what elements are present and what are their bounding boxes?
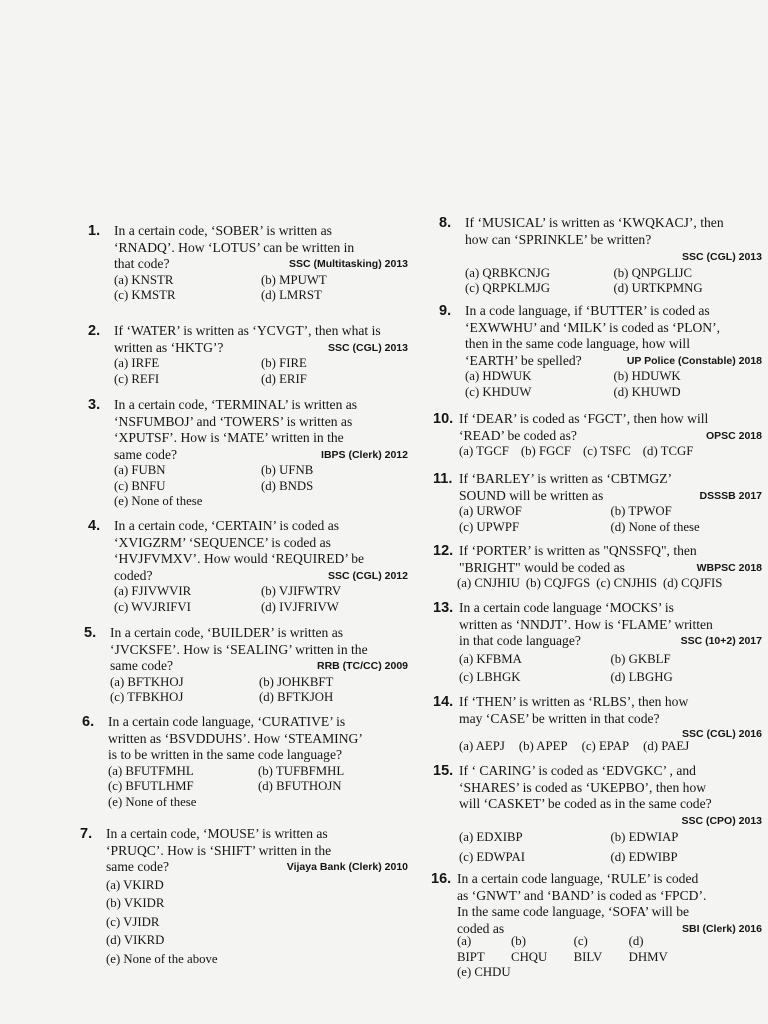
- exam-source: SSC (Multitasking) 2013: [288, 258, 408, 270]
- question-text: In a certain code, ‘MOUSE’ is written as: [106, 826, 328, 841]
- question-text: ‘XPUTSF’. How is ‘MATE’ written in the: [114, 430, 344, 445]
- options: [457, 934, 682, 965]
- question-number: 2.: [88, 323, 101, 339]
- option: (d) BFUTHOJN: [258, 779, 342, 793]
- option: (b) FIRE: [261, 356, 307, 370]
- question-text: ‘PRUQC’. How is ‘SHIFT’ written in the: [106, 842, 332, 858]
- question-text: ‘EXWWHU’ and ‘MILK’ is coded as ‘PLON’,: [465, 319, 721, 335]
- option: (d) KHUWD: [613, 384, 681, 399]
- question-text: ‘JVCKSFE’. How is ‘SEALING’ written in the: [110, 641, 368, 657]
- question-text: may ‘CASE’ be written in that code?: [459, 710, 660, 726]
- question-text: ‘READ’ be coded as?: [459, 427, 577, 443]
- question-text: ‘NSFUMBOJ’ and ‘TOWERS’ is written as: [114, 413, 353, 429]
- question-9: [439, 303, 762, 400]
- option: (a) VKIRD: [106, 877, 164, 892]
- question-number: 13.: [433, 600, 454, 616]
- question-text: In a code language, if ‘BUTTER’ is coded as: [465, 303, 710, 318]
- question-3: [88, 397, 408, 510]
- option: (b) UFNB: [261, 463, 314, 477]
- option: (c) QRPKLMJG: [465, 281, 550, 295]
- option: (c) KMSTR: [114, 288, 176, 302]
- exam-source: UP Police (Constable) 2018: [626, 354, 762, 367]
- exam-source: OPSC 2018: [705, 429, 762, 442]
- option: (d) LBGHG: [610, 669, 673, 684]
- options: [106, 876, 408, 969]
- question-text: in that code language?: [459, 633, 581, 648]
- option: (c) EPAP: [581, 739, 630, 753]
- question-text: same code?: [114, 446, 178, 462]
- question-number: 10.: [433, 411, 454, 427]
- option: (a) FJIVWVIR: [114, 584, 192, 598]
- question-number: 16.: [431, 871, 452, 887]
- question-text: that code?: [114, 256, 170, 271]
- question-text: In a certain code language, ‘CURATIVE’ is: [108, 714, 346, 729]
- option: (b) CQJFGS: [525, 576, 591, 590]
- question-2: [88, 323, 408, 387]
- option: (b) FGCF: [520, 444, 572, 458]
- question-number: 4.: [88, 518, 101, 534]
- question-4: [88, 518, 408, 615]
- question-6: [82, 714, 408, 810]
- option: (b) HDUWK: [613, 369, 681, 383]
- option: (b) MPUWT: [261, 272, 327, 287]
- option: (b) APEP: [518, 739, 568, 753]
- option: (a) BFUTFMHL: [108, 763, 194, 778]
- option: (a) HDWUK: [465, 369, 532, 383]
- option: (c) TFBKHOJ: [110, 690, 184, 704]
- option: (d) None of these: [610, 519, 700, 534]
- question-12: [433, 543, 762, 592]
- option: (a) KFBMA: [459, 651, 522, 666]
- options: [114, 273, 408, 304]
- question-text: "BRIGHT" would be coded as: [459, 559, 625, 575]
- option: (b) QNPGLIJC: [613, 265, 693, 280]
- exam-source: SBI (Clerk) 2016: [682, 922, 762, 935]
- option: (c) UPWPF: [459, 519, 520, 534]
- options: [114, 584, 408, 615]
- options: [459, 827, 762, 867]
- options: [459, 650, 762, 686]
- option: (d) PAEJ: [643, 739, 690, 753]
- option: (d) IVJFRIVW: [261, 599, 339, 614]
- option: (d) EDWIBP: [610, 849, 678, 864]
- option: (d) DHMV: [628, 934, 668, 964]
- option: (d) ERIF: [261, 371, 307, 386]
- question-number: 9.: [439, 303, 452, 319]
- options: [457, 576, 762, 592]
- exam-source: SSC (CPO) 2013: [681, 814, 762, 827]
- question-number: 7.: [80, 826, 93, 842]
- question-text: written as ‘HKTG’?: [114, 339, 224, 355]
- question-number: 6.: [82, 714, 95, 730]
- question-text: then in the same code language, how will: [465, 336, 690, 351]
- options: [465, 266, 762, 297]
- question-text: ‘XVIGZRM’ ‘SEQUENCE’ is coded as: [114, 534, 331, 550]
- options: [459, 504, 762, 535]
- question-number: 3.: [88, 397, 101, 413]
- question-text: how can ‘SPRINKLE’ be written?: [465, 231, 652, 247]
- option: (b) EDWIAP: [610, 829, 679, 844]
- question-5: [84, 625, 408, 706]
- question-text: written as ‘NNDJT’. How is ‘FLAME’ written: [459, 616, 713, 632]
- options: [114, 463, 408, 510]
- question-text: If ‘DEAR’ is coded as ‘FGCT’, then how will: [459, 411, 709, 426]
- option: (a) IRFE: [114, 356, 160, 370]
- option: (e) None of the above: [106, 951, 218, 966]
- option: (c) BFUTLHMF: [108, 779, 194, 793]
- options: [114, 356, 408, 387]
- exam-source: SSC (CGL) 2013: [328, 341, 408, 354]
- question-text: ‘EARTH’ be spelled?: [465, 352, 582, 368]
- question-text: If ‘PORTER’ is written as "QNSSFQ", then: [459, 543, 697, 558]
- option: (b) TPWOF: [610, 504, 672, 518]
- option: (a) BFTKHOJ: [110, 674, 184, 689]
- option: (a) QRBKCNJG: [465, 265, 550, 280]
- option: (b) JOHKBFT: [259, 674, 334, 689]
- question-text: In the same code language, ‘SOFA’ will be: [457, 904, 690, 919]
- option: (e) None of these: [108, 794, 197, 809]
- exam-source: SSC (CGL) 2016: [682, 728, 762, 740]
- options: [110, 675, 408, 706]
- options: [459, 444, 762, 460]
- option: (c) LBHGK: [459, 669, 521, 684]
- option: (d) TCGF: [642, 444, 694, 458]
- question-number: 5.: [84, 625, 97, 641]
- question-text: If ‘ CARING’ is coded as ‘EDVGKC’ , and: [459, 763, 696, 778]
- exam-source: SSC (CGL) 2013: [682, 251, 762, 263]
- option: (a) CNJHIU: [457, 576, 520, 590]
- option: (d) BFTKJOH: [259, 690, 334, 704]
- question-15: [433, 763, 762, 867]
- question-1: [88, 223, 408, 304]
- option: (b) VKIDR: [106, 896, 165, 910]
- exam-source: RRB (TC/CC) 2009: [316, 660, 408, 672]
- question-text: ‘SHARES’ is coded as ‘UKEPBO’, then how: [459, 779, 707, 795]
- option: (c) REFI: [114, 371, 160, 386]
- option: (d) CQJFIS: [663, 576, 723, 590]
- option: (c) VJIDR: [106, 914, 160, 929]
- option: (c) TSFC: [583, 444, 631, 458]
- question-text: will ‘CASKET’ be coded as in the same code?: [459, 796, 712, 811]
- options: [465, 369, 762, 400]
- option: (b) GKBLF: [610, 651, 671, 666]
- question-text: If ‘MUSICAL’ is written as ‘KWQKACJ’, then: [465, 215, 724, 230]
- option: (a) URWOF: [459, 504, 522, 518]
- question-text: ‘HVJFVMXV’. How would ‘REQUIRED’ be: [114, 551, 365, 566]
- exam-source: WBPSC 2018: [696, 561, 762, 574]
- option: (a) KNSTR: [114, 272, 174, 287]
- question-11: [433, 471, 762, 535]
- question-text: as ‘GNWT’ and ‘BAND’ is coded as ‘FPCD’.: [457, 887, 707, 903]
- exam-source: IBPS (Clerk) 2012: [321, 448, 408, 461]
- question-text: coded as: [457, 920, 505, 936]
- option: (d) VIKRD: [106, 933, 165, 947]
- option: (d) LMRST: [261, 288, 322, 302]
- option: (b) TUFBFMHL: [258, 763, 345, 778]
- option: (a) AEPJ: [459, 739, 505, 753]
- question-text: If ‘THEN’ is written as ‘RLBS’, then how: [459, 694, 689, 709]
- exam-source: SSC (10+2) 2017: [680, 635, 762, 647]
- question-7: [80, 826, 408, 968]
- option: (e) CHDU: [457, 965, 511, 979]
- question-text: In a certain code language, ‘RULE’ is coded: [457, 871, 699, 886]
- option: (c) BNFU: [114, 478, 166, 493]
- exam-source: DSSSB 2017: [699, 489, 762, 502]
- question-text: is to be written in the same code language?: [108, 747, 343, 762]
- question-number: 11.: [433, 471, 453, 487]
- question-text: In a certain code language ‘MOCKS’ is: [459, 600, 674, 615]
- question-14: [433, 694, 762, 755]
- question-text: same code?: [106, 859, 170, 874]
- option: (d) BNDS: [261, 478, 314, 493]
- options: [457, 965, 762, 981]
- option: (c) CNJHIS: [596, 576, 658, 590]
- question-text: written as ‘BSVDDUHS’. How ‘STEAMING’: [108, 730, 363, 746]
- question-text: In a certain code, ‘BUILDER’ is written as: [110, 625, 344, 640]
- question-16: [431, 871, 762, 981]
- question-text: If ‘WATER’ is written as ‘YCVGT’, then what is: [114, 323, 381, 338]
- option: (a) TGCF: [459, 444, 509, 458]
- option: (c) WVJRIFVI: [114, 599, 191, 614]
- question-text: same code?: [110, 658, 174, 673]
- option: (c) KHDUW: [465, 384, 532, 399]
- question-text: In a certain code, ‘TERMINAL’ is written as: [114, 397, 358, 412]
- question-text: In a certain code, ‘CERTAIN’ is coded as: [114, 518, 340, 533]
- question-text: coded?: [114, 567, 153, 583]
- question-text: In a certain code, ‘SOBER’ is written as: [114, 223, 332, 238]
- option: (c) BILV: [573, 934, 603, 964]
- option: (c) EDWPAI: [459, 849, 525, 864]
- question-13: [433, 600, 762, 686]
- option: (a) EDXIBP: [459, 829, 523, 844]
- question-number: 12.: [433, 543, 454, 559]
- option: (e) None of these: [114, 494, 203, 508]
- option: (b) CHQU: [511, 934, 548, 964]
- option: (a) BIPT: [457, 934, 485, 964]
- option: (b) VJIFWTRV: [261, 584, 342, 598]
- question-text: If ‘BARLEY’ is written as ‘CBTMGZ’: [459, 471, 673, 486]
- question-text: ‘RNADQ’. How ‘LOTUS’ can be written in: [114, 239, 355, 255]
- question-number: 8.: [439, 215, 452, 231]
- option: (a) FUBN: [114, 463, 166, 477]
- question-text: SOUND will be written as: [459, 487, 604, 503]
- exam-source: SSC (CGL) 2012: [328, 569, 408, 582]
- question-10: [433, 411, 762, 460]
- options: [459, 739, 762, 755]
- question-8: [439, 215, 762, 297]
- question-number: 15.: [433, 763, 454, 779]
- question-number: 14.: [433, 694, 454, 710]
- options: [108, 764, 408, 811]
- question-number: 1.: [88, 223, 101, 239]
- exam-source: Vijaya Bank (Clerk) 2010: [286, 861, 408, 873]
- option: (d) URTKPMNG: [613, 281, 703, 295]
